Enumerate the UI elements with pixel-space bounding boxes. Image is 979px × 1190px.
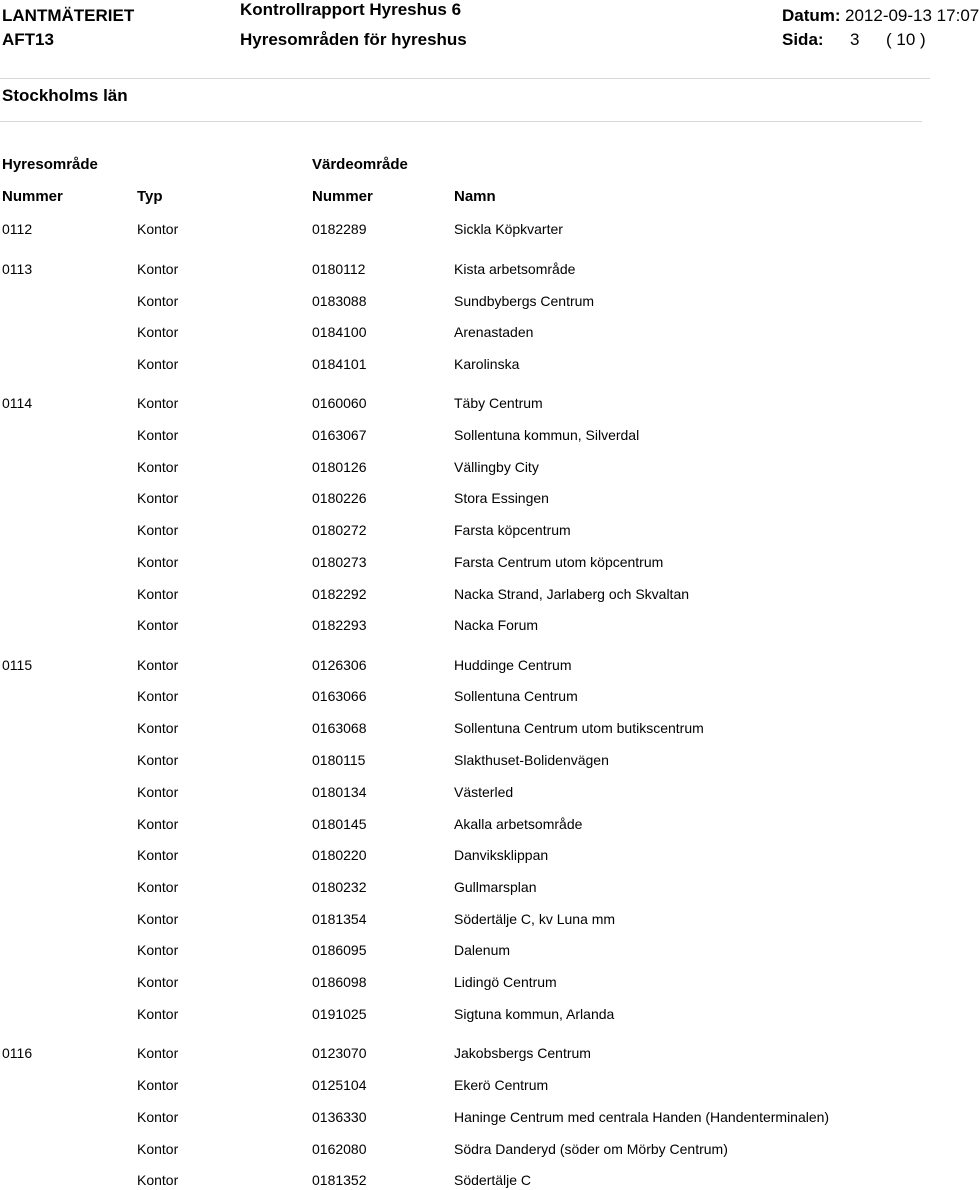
table-row [0,488,960,508]
namn-cell: Sickla Köpkvarter [454,221,563,237]
namn-cell: Stora Essingen [454,490,549,506]
namn-cell: Ekerö Centrum [454,1077,549,1093]
vardeomrade-nummer-cell: 0160060 [312,395,367,411]
namn-cell: Nacka Forum [454,617,539,633]
column-header-namn: Namn [454,188,496,205]
table-row [0,1139,960,1159]
namn-cell: Arenastaden [454,324,534,340]
typ-cell: Kontor [137,1172,179,1188]
namn-cell: Huddinge Centrum [454,657,572,673]
namn-cell: Danviksklippan [454,847,549,863]
table-row [0,1043,960,1063]
typ-cell: Kontor [137,586,179,602]
namn-cell: Slakthuset-Bolidenvägen [454,752,609,768]
typ-cell: Kontor [137,554,179,570]
namn-cell: Dalenum [454,942,511,958]
vardeomrade-nummer-cell: 0180272 [312,522,367,538]
column-header-varde-nummer: Nummer [312,188,373,205]
namn-cell: Sollentuna Centrum utom butikscentrum [454,720,704,736]
page-total: ( 10 ) [886,30,926,49]
namn-cell: Lidingö Centrum [454,974,557,990]
typ-cell: Kontor [137,261,179,277]
table-row [0,584,960,604]
vardeomrade-nummer-cell: 0123070 [312,1045,367,1061]
table-row [0,782,960,802]
column-header-typ: Typ [137,188,163,205]
typ-cell: Kontor [137,356,179,372]
vardeomrade-nummer-cell: 0180134 [312,784,367,800]
group-header-hyresomrade: Hyresområde [2,156,98,173]
typ-cell: Kontor [137,427,179,443]
table-row [0,686,960,706]
namn-cell: Nacka Strand, Jarlaberg och Skvaltan [454,586,690,602]
vardeomrade-nummer-cell: 0186098 [312,974,367,990]
vardeomrade-nummer-cell: 0184100 [312,324,367,340]
report-code: AFT13 [2,30,54,49]
table-row [0,259,960,279]
namn-cell: Sigtuna kommun, Arlanda [454,1006,615,1022]
typ-cell: Kontor [137,816,179,832]
table-row [0,291,960,311]
table-row [0,750,960,770]
typ-cell: Kontor [137,459,179,475]
vardeomrade-nummer-cell: 0184101 [312,356,367,372]
table-row [0,845,960,865]
vardeomrade-nummer-cell: 0163066 [312,688,367,704]
namn-cell: Farsta Centrum utom köpcentrum [454,554,664,570]
namn-cell: Sollentuna kommun, Silverdal [454,427,640,443]
hyresomrade-nummer-cell: 0113 [2,261,33,277]
vardeomrade-nummer-cell: 0163068 [312,720,367,736]
hyresomrade-nummer-cell: 0114 [2,395,33,411]
namn-cell: Södertälje C, kv Luna mm [454,911,616,927]
typ-cell: Kontor [137,657,179,673]
table-row [0,1107,960,1127]
vardeomrade-nummer-cell: 0180126 [312,459,367,475]
vardeomrade-nummer-cell: 0182293 [312,617,367,633]
typ-cell: Kontor [137,879,179,895]
hyresomrade-nummer-cell: 0115 [2,657,33,673]
vardeomrade-nummer-cell: 0186095 [312,942,367,958]
namn-cell: Gullmarsplan [454,879,537,895]
vardeomrade-nummer-cell: 0182292 [312,586,367,602]
table-row [0,972,960,992]
table-row [0,457,960,477]
typ-cell: Kontor [137,395,179,411]
table-row [0,425,960,445]
region-divider [0,121,922,122]
vardeomrade-nummer-cell: 0181352 [312,1172,367,1188]
namn-cell: Karolinska [454,356,520,372]
typ-cell: Kontor [137,911,179,927]
page-label: Sida: [782,30,824,49]
hyresomrade-nummer-cell: 0116 [2,1045,33,1061]
vardeomrade-nummer-cell: 0181354 [312,911,367,927]
report-title: Kontrollrapport Hyreshus 6 [240,0,462,19]
date-label: Datum: [782,6,841,25]
namn-cell: Jakobsbergs Centrum [454,1045,591,1061]
typ-cell: Kontor [137,1077,179,1093]
table-row [0,520,960,540]
vardeomrade-nummer-cell: 0180112 [312,261,366,277]
table-row [0,814,960,834]
table-row [0,940,960,960]
typ-cell: Kontor [137,752,179,768]
table-row [0,877,960,897]
table-row [0,393,960,413]
header-divider [0,78,930,79]
region-title: Stockholms län [2,86,128,105]
typ-cell: Kontor [137,1109,179,1125]
typ-cell: Kontor [137,1141,179,1157]
vardeomrade-nummer-cell: 0191025 [312,1006,367,1022]
typ-cell: Kontor [137,1006,179,1022]
namn-cell: Vällingby City [454,459,539,475]
typ-cell: Kontor [137,1045,179,1061]
table-row [0,718,960,738]
vardeomrade-nummer-cell: 0180220 [312,847,367,863]
table-row [0,1075,960,1095]
namn-cell: Sundbybergs Centrum [454,293,595,309]
table-row [0,322,960,342]
org-name: LANTMÄTERIET [2,6,135,25]
vardeomrade-nummer-cell: 0180145 [312,816,367,832]
namn-cell: Södertälje C [454,1172,532,1188]
namn-cell: Västerled [454,784,514,800]
namn-cell: Akalla arbetsområde [454,816,583,832]
namn-cell: Haninge Centrum med centrala Handen (Handenterminalen) [454,1109,830,1125]
typ-cell: Kontor [137,784,179,800]
typ-cell: Kontor [137,221,179,237]
vardeomrade-nummer-cell: 0126306 [312,657,367,673]
vardeomrade-nummer-cell: 0182289 [312,221,367,237]
vardeomrade-nummer-cell: 0163067 [312,427,367,443]
namn-cell: Täby Centrum [454,395,543,411]
vardeomrade-nummer-cell: 0125104 [312,1077,367,1093]
table-row [0,552,960,572]
table-row [0,1004,960,1024]
vardeomrade-nummer-cell: 0136330 [312,1109,367,1125]
vardeomrade-nummer-cell: 0180232 [312,879,367,895]
namn-cell: Sollentuna Centrum [454,688,578,704]
vardeomrade-nummer-cell: 0180226 [312,490,367,506]
table-row [0,615,960,635]
typ-cell: Kontor [137,522,179,538]
date-value: 2012-09-13 17:07 [845,6,979,25]
report-subtitle: Hyresområden för hyreshus [240,30,467,49]
group-header-vardeomrade: Värdeområde [312,156,408,173]
vardeomrade-nummer-cell: 0180273 [312,554,367,570]
column-header-hyres-nummer: Nummer [2,188,63,205]
typ-cell: Kontor [137,293,179,309]
typ-cell: Kontor [137,617,179,633]
namn-cell: Kista arbetsområde [454,261,576,277]
namn-cell: Farsta köpcentrum [454,522,571,538]
table-row [0,354,960,374]
typ-cell: Kontor [137,324,179,340]
table-row [0,219,960,239]
table-row [0,909,960,929]
vardeomrade-nummer-cell: 0162080 [312,1141,367,1157]
typ-cell: Kontor [137,720,179,736]
vardeomrade-nummer-cell: 0180115 [312,752,366,768]
typ-cell: Kontor [137,847,179,863]
page-number: 3 [850,30,860,49]
typ-cell: Kontor [137,490,179,506]
typ-cell: Kontor [137,688,179,704]
table-row [0,1170,960,1190]
namn-cell: Södra Danderyd (söder om Mörby Centrum) [454,1141,728,1157]
hyresomrade-nummer-cell: 0112 [2,221,33,237]
typ-cell: Kontor [137,974,179,990]
table-row [0,655,960,675]
typ-cell: Kontor [137,942,179,958]
vardeomrade-nummer-cell: 0183088 [312,293,367,309]
